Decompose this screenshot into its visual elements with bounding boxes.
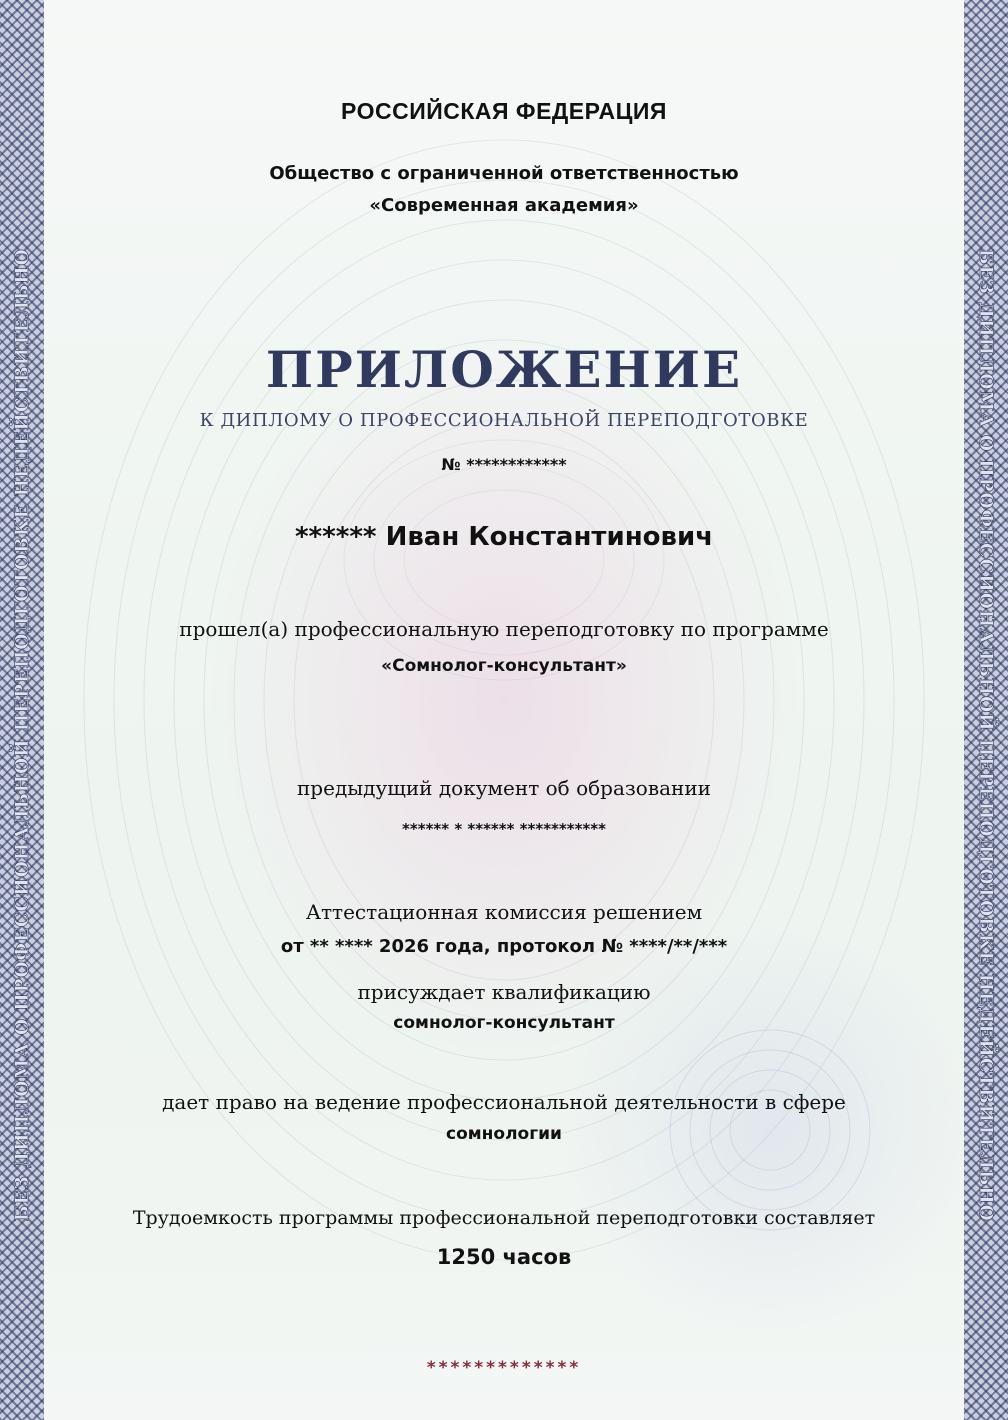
hours-value: 1250 часов [436, 1245, 572, 1269]
rights-value: сомнологии [446, 1124, 562, 1144]
program-name: «Сомнолог-консультант» [381, 656, 627, 676]
commission-label: Аттестационная комиссия решением [305, 900, 703, 924]
document-title: ПРИЛОЖЕНИЕ [265, 340, 743, 399]
right-band-text: БЕЗ ДИПЛОМА О ПРОФЕССИОНАЛЬНОЙ ПЕРЕПОДГОТОВКЕ НЕДЕЙСТВИТЕЛЬНО [975, 248, 997, 1222]
commission-decision: от ** **** 2026 года, протокол № ****/**/*** [280, 936, 728, 957]
document-number: № ************ [441, 455, 567, 474]
qualification-value: сомнолог-консультант [393, 1013, 615, 1033]
rights-label: дает право на ведение профессиональной деятельности в сфере [162, 1090, 846, 1114]
left-band-text: БЕЗ ДИПЛОМА О ПРОФЕССИОНАЛЬНОЙ ПЕРЕПОДГОТОВКЕ НЕДЕЙСТВИТЕЛЬНО [11, 248, 33, 1222]
document-subtitle: К ДИПЛОМУ О ПРОФЕССИОНАЛЬНОЙ ПЕРЕПОДГОТОВКЕ [199, 410, 809, 431]
footer-serial: ************* [426, 1358, 582, 1378]
previous-document-value: ****** * ****** *********** [402, 820, 606, 838]
holder-name: ****** Иван Константинович [294, 522, 714, 552]
previous-document-label: предыдущий документ об образовании [296, 776, 712, 800]
organization-line-2: «Современная академия» [369, 195, 639, 216]
country-heading: РОССИЙСКАЯ ФЕДЕРАЦИЯ [341, 98, 667, 124]
program-label: прошел(а) профессиональную переподготовку по программе [179, 617, 829, 641]
hours-label: Трудоемкость программы профессиональной переподготовки составляет [132, 1207, 876, 1229]
qualification-label: присуждает квалификацию [357, 980, 651, 1004]
organization-line-1: Общество с ограниченной ответственностью [269, 163, 739, 184]
